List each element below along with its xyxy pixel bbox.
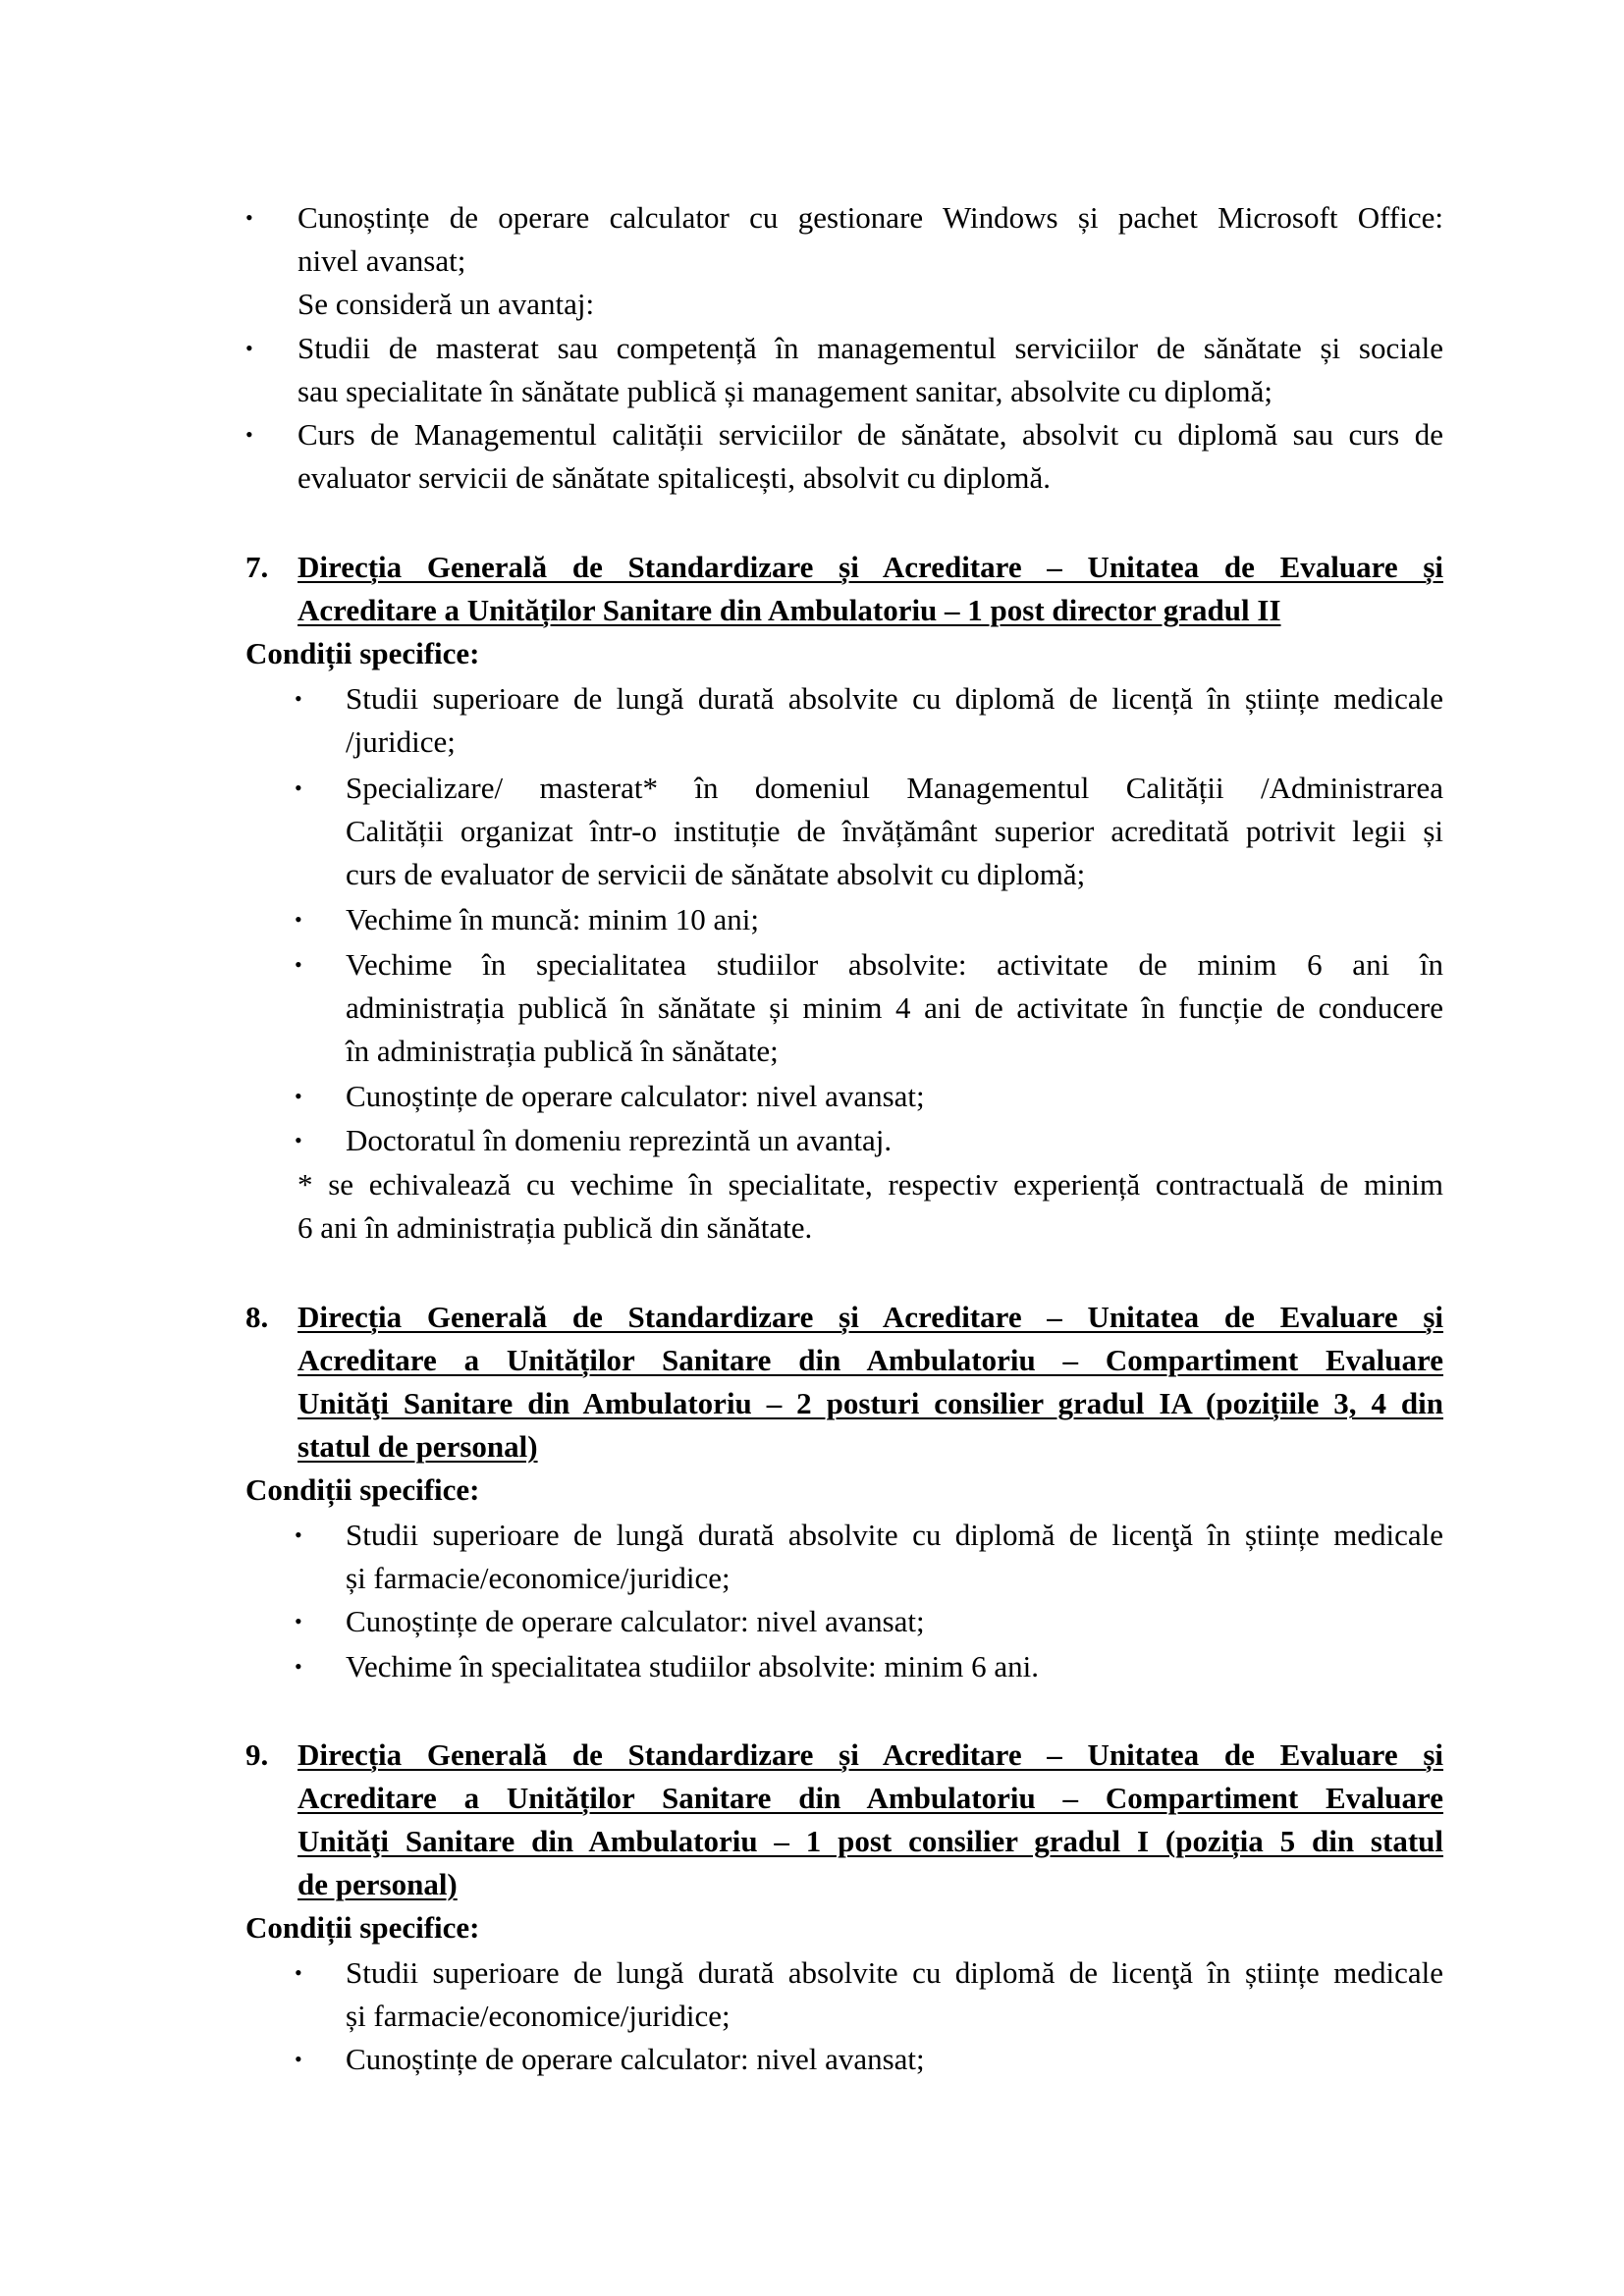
section-7-title-line-2: Acreditare a Unităților Sanitare din Ambulatoriu – 1 post director gradul II	[298, 593, 1281, 627]
advantage-label: Se consideră un avantaj:	[298, 287, 595, 321]
section-8-title-line-2: Acreditare a Unităților Sanitare din Ambulatoriu – Compartiment Evaluare	[298, 1343, 1443, 1377]
section-8-title-line-4: statul de personal)	[298, 1429, 538, 1464]
bullet-icon: •	[295, 1654, 302, 1679]
bullet-icon: •	[295, 1609, 302, 1633]
bullet-icon: •	[295, 907, 302, 932]
section-8-bullet-1-line-1: Studii superioare de lungă durată absolvite cu diplomă de licenţă în științe medicale	[346, 1518, 1443, 1552]
section-7-bullet-2-line-2: Calității organizat într-o instituție de învățământ superior acreditată potrivit legii și	[346, 814, 1443, 848]
section-7-number: 7.	[245, 550, 269, 584]
section-7-bullet-4-line-1: Vechime în specialitatea studiilor absolvite: activitate de minim 6 ani în	[346, 947, 1443, 982]
bullet-icon: •	[295, 1960, 302, 1985]
bullet-icon: •	[295, 775, 302, 800]
intro-bullet-1-line-2: nivel avansat;	[298, 243, 466, 278]
section-7-bullet-5: Cunoștințe de operare calculator: nivel avansat;	[346, 1079, 925, 1113]
section-8-title-line-3: Unităţi Sanitare din Ambulatoriu – 2 posturi consilier gradul IA (pozițiile 3, 4 din	[298, 1386, 1443, 1420]
intro-bullet-3-line-1: Curs de Managementul calității serviciilor de sănătate, absolvit cu diplomă sau curs de	[298, 417, 1443, 452]
section-8-bullet-2: Cunoștințe de operare calculator: nivel avansat;	[346, 1604, 925, 1638]
section-7-bullet-2-line-3: curs de evaluator de servicii de sănătate absolvit cu diplomă;	[346, 857, 1086, 891]
bullet-icon: •	[245, 422, 253, 447]
section-9-bullet-1-line-1: Studii superioare de lungă durată absolvite cu diplomă de licenţă în științe medicale	[346, 1955, 1443, 1990]
section-7-title-line-1: Direcția Generală de Standardizare și Acreditare – Unitatea de Evaluare și	[298, 550, 1443, 584]
section-7-note-line-1: * se echivalează cu vechime în specialitate, respectiv experiență contractuală de minim	[298, 1167, 1443, 1201]
section-9-bullet-2: Cunoștințe de operare calculator: nivel avansat;	[346, 2042, 925, 2076]
section-7-note-line-2: 6 ani în administrația publică din sănătate.	[298, 1210, 813, 1245]
section-7-bullet-2-line-1: Specializare/ masterat* în domeniul Managementul Calității /Administrarea	[346, 771, 1443, 805]
section-7-bullet-6: Doctoratul în domeniu reprezintă un avantaj.	[346, 1123, 893, 1157]
bullet-icon: •	[295, 1522, 302, 1547]
section-7-conditions-label: Condiții specifice:	[245, 636, 480, 670]
section-7-bullet-1-line-2: /juridice;	[346, 724, 456, 759]
bullet-icon: •	[295, 686, 302, 711]
section-8-bullet-1-line-2: și farmacie/economice/juridice;	[346, 1561, 731, 1595]
section-7-bullet-1-line-1: Studii superioare de lungă durată absolvite cu diplomă de licență în științe medicale	[346, 681, 1443, 716]
bullet-icon: •	[245, 336, 253, 360]
section-9-title-line-3: Unităţi Sanitare din Ambulatoriu – 1 post consilier gradul I (poziția 5 din statul	[298, 1824, 1443, 1858]
bullet-icon: •	[295, 952, 302, 977]
section-8-bullet-3: Vechime în specialitatea studiilor absolvite: minim 6 ani.	[346, 1649, 1039, 1683]
section-8-conditions-label: Condiții specifice:	[245, 1472, 480, 1507]
bullet-icon: •	[295, 2047, 302, 2071]
section-7-bullet-4-line-3: în administrația publică în sănătate;	[346, 1034, 779, 1068]
intro-bullet-3-line-2: evaluator servicii de sănătate spitalicești, absolvit cu diplomă.	[298, 460, 1052, 495]
bullet-icon: •	[245, 205, 253, 230]
intro-bullet-2-line-2: sau specialitate în sănătate publică și management sanitar, absolvite cu diplomă;	[298, 374, 1273, 408]
section-9-conditions-label: Condiții specifice:	[245, 1910, 480, 1945]
section-9-title-line-2: Acreditare a Unităților Sanitare din Ambulatoriu – Compartiment Evaluare	[298, 1781, 1443, 1815]
section-9-bullet-1-line-2: și farmacie/economice/juridice;	[346, 1999, 731, 2033]
section-8-number: 8.	[245, 1300, 269, 1334]
intro-bullet-2-line-1: Studii de masterat sau competență în managementul serviciilor de sănătate și sociale	[298, 331, 1443, 365]
section-8-title-line-1: Direcția Generală de Standardizare și Acreditare – Unitatea de Evaluare și	[298, 1300, 1443, 1334]
section-7-bullet-3: Vechime în muncă: minim 10 ani;	[346, 902, 759, 936]
section-7-bullet-4-line-2: administrația publică în sănătate și minim 4 ani de activitate în funcție de conducere	[346, 990, 1443, 1025]
section-9-title-line-1: Direcția Generală de Standardizare și Acreditare – Unitatea de Evaluare și	[298, 1737, 1443, 1772]
bullet-icon: •	[295, 1128, 302, 1152]
section-9-number: 9.	[245, 1737, 269, 1772]
bullet-icon: •	[295, 1084, 302, 1108]
section-9-title-line-4: de personal)	[298, 1867, 458, 1901]
intro-bullet-1-line-1: Cunoștințe de operare calculator cu gestionare Windows și pachet Microsoft Office:	[298, 200, 1443, 235]
